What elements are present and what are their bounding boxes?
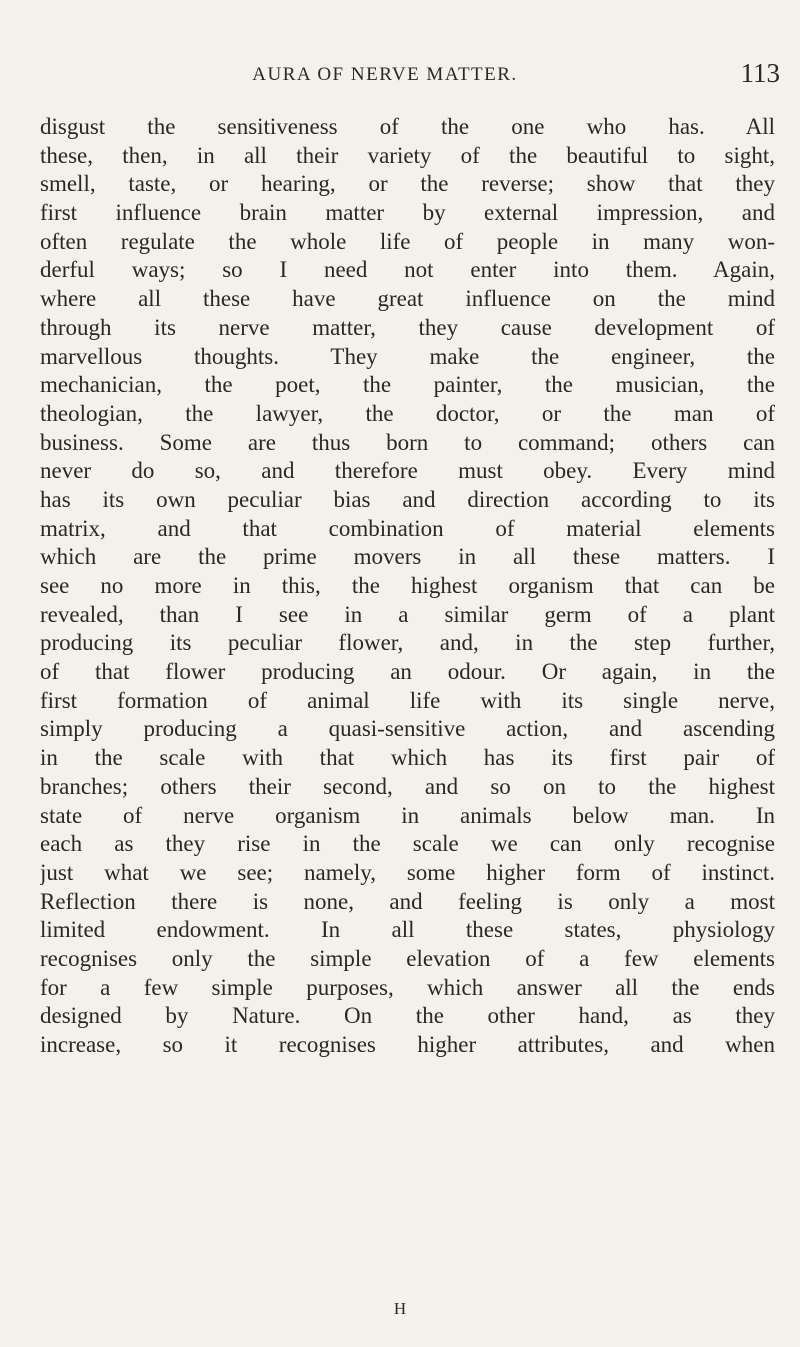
text-line: where all these have great influence on the mind (40, 286, 775, 312)
text-line: never do so, and therefore must obey. Every mind (40, 458, 775, 484)
text-line: each as they rise in the scale we can only recognise (40, 831, 775, 857)
text-line: branches; others their second, and so on to the highest (40, 773, 775, 799)
text-line: limited endowment. In all these states, physiology (40, 917, 775, 943)
running-title: AURA OF NERVE MATTER. (252, 64, 518, 85)
text-line: first influence brain matter by external impression, and (40, 200, 775, 226)
text-line: business. Some are thus born to command; others can (40, 429, 775, 455)
text-line: recognises only the simple elevation of a few elements (40, 945, 775, 971)
text-line: first formation of animal life with its single nerve, (40, 687, 775, 713)
text-line: designed by Nature. On the other hand, as they (40, 1003, 775, 1029)
text-line: revealed, than I see in a similar germ of a plant (40, 601, 775, 627)
text-line: in the scale with that which has its first pair of (40, 745, 775, 771)
text-line: just what we see; namely, some higher form of instinct. (40, 859, 775, 885)
text-line: state of nerve organism in animals below man. In (40, 802, 775, 828)
text-line: increase, so it recognises higher attributes, and when (40, 1032, 775, 1057)
text-line: through its nerve matter, they cause development of (40, 314, 775, 340)
body-text (40, 113, 775, 1060)
text-line: theologian, the lawyer, the doctor, or the man of (40, 400, 775, 426)
page-number: 113 (740, 58, 780, 88)
text-line: producing its peculiar flower, and, in the step further, (40, 630, 775, 656)
text-line: simply producing a quasi-sensitive action, and ascending (40, 716, 775, 742)
text-line: these, then, in all their variety of the beautiful to sight, (40, 142, 775, 168)
signature-mark: H (393, 1299, 407, 1318)
text-line: mechanician, the poet, the painter, the musician, the (40, 372, 775, 398)
text-line: matrix, and that combination of material elements (40, 515, 775, 541)
text-line: often regulate the whole life of people in many won- (40, 228, 775, 254)
text-line: of that flower producing an odour. Or again, in the (40, 659, 775, 685)
text-line: smell, taste, or hearing, or the reverse; show that they (40, 171, 775, 197)
text-line: which are the prime movers in all these matters. I (40, 544, 775, 570)
text-line: for a few simple purposes, which answer all the ends (40, 974, 775, 1000)
text-line: Reflection there is none, and feeling is only a most (40, 888, 775, 914)
text-line: derful ways; so I need not enter into them. Again, (40, 257, 775, 283)
text-line: marvellous thoughts. They make the engineer, the (40, 343, 775, 369)
text-line: disgust the sensitiveness of the one who has. All (40, 114, 775, 139)
text-line: see no more in this, the highest organism that can be (40, 573, 775, 598)
running-head (40, 58, 800, 98)
text-line: has its own peculiar bias and direction according to its (40, 486, 775, 512)
